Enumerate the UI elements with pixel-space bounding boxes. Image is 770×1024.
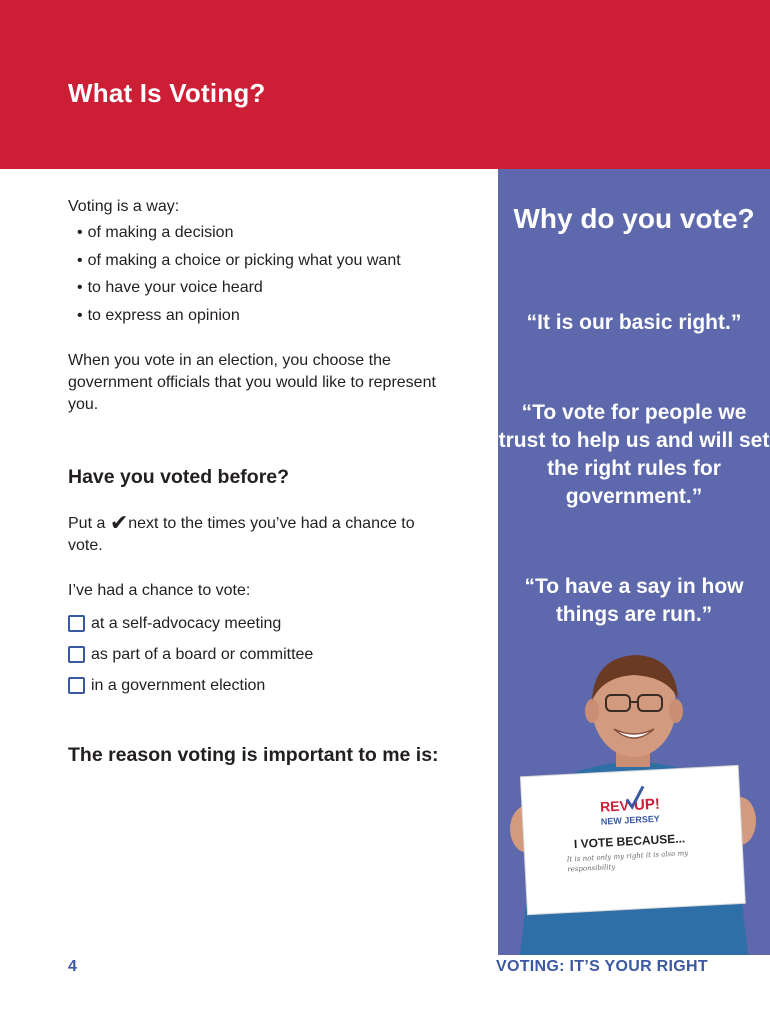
quote-sidebar	[498, 169, 770, 955]
sidebar-title: Why do you vote?	[513, 203, 755, 234]
page-number: 4	[68, 958, 77, 975]
sign-logo-rev: REV	[599, 797, 630, 815]
sign-heading: I VOTE BECAUSE...	[573, 831, 686, 852]
instruction-before: Put a	[68, 515, 110, 532]
instruction-after: next to the times you’ve had a chance to vote.	[68, 515, 415, 554]
voted-before-heading: Have you voted before?	[68, 466, 290, 488]
quote: “It is our basic right.”	[526, 311, 742, 334]
checkbox[interactable]	[68, 646, 85, 663]
election-paragraph: When you vote in an election, you choose the government officials that you would like to represent you.	[68, 352, 436, 413]
option-label: in a government election	[91, 676, 266, 694]
intro-lead: Voting is a way:	[68, 198, 180, 215]
checkmark-icon: ✔	[109, 510, 129, 535]
instruction-paragraph	[68, 512, 448, 557]
list-item	[68, 639, 313, 670]
list-item: • of making a decision	[77, 222, 477, 250]
quote: “To have a say in how things are run.”	[524, 575, 744, 626]
option-label: as part of a board or committee	[91, 645, 314, 663]
options-lead: I’ve had a chance to vote:	[68, 582, 251, 599]
definition-list	[77, 222, 477, 332]
list-item	[68, 670, 313, 701]
option-label: at a self-advocacy meeting	[91, 614, 282, 632]
page-title: What Is Voting?	[68, 78, 266, 108]
page-header	[0, 0, 770, 169]
list-item	[68, 608, 313, 639]
list-item: • to express an opinion	[77, 305, 477, 333]
checkbox[interactable]	[68, 677, 85, 694]
sign-logo-up: UP!	[633, 795, 661, 814]
vote-options	[68, 608, 313, 701]
footer-title: VOTING: IT’S YOUR RIGHT	[496, 958, 708, 975]
sign-handwriting: It is not only my right it is also my responsibility	[566, 849, 689, 874]
i-vote-because-sign	[520, 765, 745, 914]
reason-heading: The reason voting is important to me is:	[68, 744, 439, 766]
list-item: • to have your voice heard	[77, 277, 477, 305]
quote: “To vote for people we trust to help us and will set the right rules for government.”	[498, 401, 770, 508]
person-holding-sign-photo	[498, 649, 770, 955]
list-item: • of making a choice or picking what you want	[77, 250, 477, 278]
checkbox[interactable]	[68, 615, 85, 632]
sign-logo-state: NEW JERSEY	[600, 813, 661, 827]
